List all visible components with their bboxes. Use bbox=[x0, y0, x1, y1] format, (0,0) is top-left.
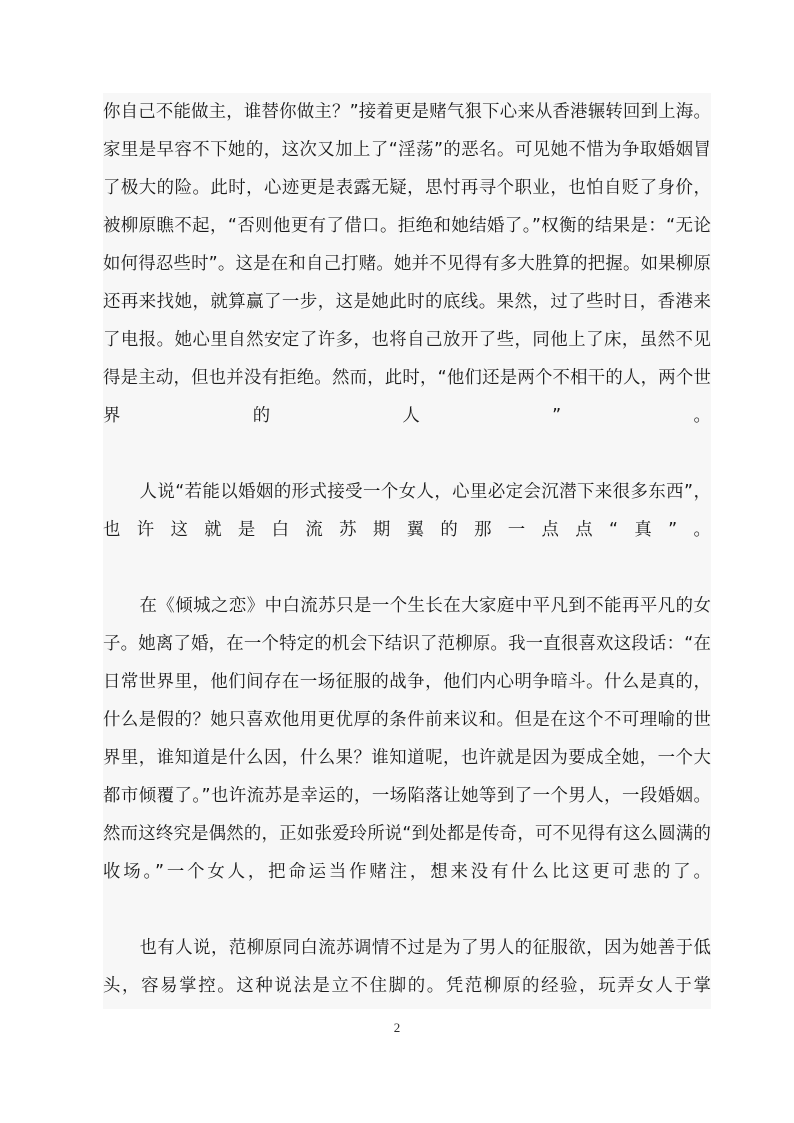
text-content-block bbox=[103, 93, 711, 1009]
page-number: 2 bbox=[393, 1020, 401, 1035]
paragraph-3: 在《倾城之恋》中白流苏只是一个生长在大家庭中平凡到不能再平凡的女子。她离了婚，在一个特定的机会下结识了范柳原。我一直很喜欢这段话：“在日常世界里，他们间存在一场征服的战争，他们内心明争暗斗。什么是真的，什么是假的？她只喜欢他用更优厚的条件前来议和。但是在这个不可理喻的世界里，谁知道是什么因，什么果？谁知道呢，也许就是因为要成全她，一个大都市倾覆了。”也许流苏是幸运的，一场陷落让她等到了一个男人，一段婚姻。然而这终究是偶然的，正如张爱玲所说“到处都是传奇，可不见得有这么圆满的收场。”一个女人，把命运当作赌注，想来没有什么比这更可悲的了。 bbox=[103, 596, 711, 882]
paragraph-4: 也有人说，范柳原同白流苏调情不过是为了男人的征服欲，因为她善于低头，容易掌控。这种说法是立不住脚的。凭范柳原的经验，玩弄女人于掌 bbox=[103, 938, 711, 996]
paragraph-1: 你自己不能做主，谁替你做主？”接着更是赌气狠下心来从香港辗转回到上海。家里是早容不下她的，这次又加上了“淫荡”的恶名。可见她不惜为争取婚姻冒了极大的险。此时，心迹更是表露无疑，思忖再寻个职业，也怕自贬了身价，被柳原瞧不起，“否则他更有了借口。拒绝和她结婚了。”权衡的结果是：“无论如何得忍些时”。这是在和自己打赌。她并不见得有多大胜算的把握。如果柳原还再来找她，就算赢了一步，这是她此时的底线。果然，过了些时日，香港来了电报。她心里自然安定了许多，也将自己放开了些，同他上了床，虽然不见得是主动，但也并没有拒绝。然而，此时，“他们还是两个不相干的人，两个世界的人”。 bbox=[103, 102, 711, 426]
body-text bbox=[103, 93, 711, 1009]
paragraph-2: 人说“若能以婚姻的形式接受一个女人，心里必定会沉潜下来很多东西”，也许这就是白流苏期翼的那一点点“真”。 bbox=[103, 482, 711, 540]
